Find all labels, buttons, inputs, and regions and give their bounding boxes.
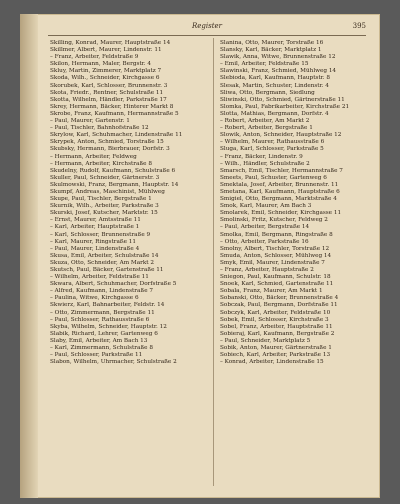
- register-entry: – Paul, Maurer, Lindenstraße 4: [50, 245, 140, 252]
- register-entry: – Hermann, Arbeiter, Feldweg: [50, 153, 137, 160]
- register-entry: Skurnik, Wilh., Arbeiter, Parkstraße 3: [50, 203, 159, 210]
- register-entry: Skwara, Albert, Schuhmacher, Dorfstraße 5: [50, 281, 177, 288]
- register-entry: Skrypek, Anton, Schmied, Torstraße 15: [50, 139, 164, 146]
- register-entry: Sobieraj, Karl, Kaufmann, Bergstraße 2: [220, 330, 335, 337]
- register-entry: – Robert, Arbeiter, Am Markt 2: [220, 118, 310, 125]
- book-page: [20, 14, 380, 498]
- register-entry: Smigiel, Otto, Bergmann, Marktstraße 4: [220, 196, 337, 203]
- register-entry: – Paul, Maurer, Gartenstr. 1: [50, 118, 130, 125]
- register-entry: Skutsch, Paul, Bäcker, Gartenstraße 11: [50, 267, 164, 273]
- register-entry: Slotta, Mathias, Bergmann, Dorfstr. 4: [220, 110, 329, 117]
- register-entry: – Konrad, Arbeiter, Lindenstraße 15: [220, 359, 324, 366]
- register-entry: Skotta, Wilhelm, Händler, Parkstraße 17: [50, 96, 167, 103]
- register-entry: – Alfred, Kaufmann, Lindenstraße 7: [50, 288, 153, 295]
- register-entry: Skyba, Wilhelm, Schneider, Hauptstr. 12: [50, 323, 167, 330]
- register-entry: Slabik, Richard, Lehrer, Gartenweg 6: [50, 330, 158, 337]
- register-entry: Smolinski, Fritz, Kutscher, Feldweg 2: [220, 217, 328, 224]
- register-entry: – Karl, Schlosser, Brunnenstraße 9: [50, 231, 151, 238]
- register-entry: – Paul, Schlosser, Parkstraße 11: [50, 352, 143, 359]
- register-entry: Slansky, Karl, Bäcker, Marktplatz 1: [220, 47, 322, 54]
- register-entry: Sliwa, Otto, Bergmann, Siedlung: [220, 89, 315, 96]
- register-entry: Sliwinski, Otto, Schmied, Gärtnerstraße 11: [220, 96, 345, 103]
- register-entry: – Karl, Arbeiter, Hauptstraße 1: [50, 224, 140, 231]
- register-entry: Skrobe, Franz, Kaufmann, Hermannstraße 5: [50, 110, 179, 117]
- register-entry: – Otto, Zimmermann, Bergstraße 11: [50, 309, 155, 316]
- register-entry: Skilon, Hermann, Maler, Bergstr. 4: [50, 61, 151, 68]
- register-entry: Skusa, Emil, Arbeiter, Schulstraße 14: [50, 252, 159, 259]
- register-entry: Skrey, Hermann, Bäcker, Hinterer Markt 8: [50, 103, 174, 110]
- register-entry: Smarsch, Emil, Tischler, Hermannstraße 7: [220, 167, 343, 174]
- register-entry: Sobala, Franz, Maurer, Am Markt 1: [220, 288, 323, 295]
- register-entry: Skurski, Josef, Kutscher, Marktstr. 15: [50, 210, 158, 217]
- register-entry: – Paul, Arbeiter, Bergstraße 14: [220, 224, 310, 231]
- register-entry: – Hermann, Arbeiter, Kirchstraße 8: [50, 160, 152, 167]
- left-column: [50, 40, 206, 366]
- register-entry: – Emil, Arbeiter, Feldstraße 15: [220, 61, 309, 68]
- register-entry: Skudelny, Rudolf, Kaufmann, Schulstraße 6: [50, 167, 176, 174]
- right-column: [220, 40, 376, 366]
- register-entry: Sobiech, Karl, Arbeiter, Parkstraße 13: [220, 352, 331, 359]
- register-entry: – Paulina, Witwe, Kirchgasse 6: [50, 295, 139, 302]
- register-entry: Skubsky, Hermann, Bierbrauer, Dorfstr. 3: [50, 146, 170, 153]
- register-entry: Smolarek, Emil, Schneider, Kirchgasse 11: [220, 210, 342, 217]
- register-entry: Sobik, Anton, Maurer, Gärtnerstraße 1: [220, 345, 332, 352]
- register-entry: – Otto, Arbeiter, Parkstraße 16: [220, 238, 309, 245]
- register-entry: Skulmowski, Franz, Bergmann, Hauptstr. 14: [50, 181, 179, 188]
- register-entry: – Paul, Schlosser, Rathausstraße 6: [50, 316, 150, 323]
- register-entry: Skluy, Martin, Zimmerer, Marktplatz 7: [50, 68, 162, 75]
- register-entry: Slanina, Otto, Maurer, Torstraße 16: [220, 40, 324, 46]
- register-entry: Smektala, Josef, Arbeiter, Brunnenstr. 11: [220, 181, 339, 188]
- register-entry: – Franz, Arbeiter, Feldstraße 9: [50, 54, 139, 61]
- register-entry: Smyk, Emil, Maurer, Lindenstraße 7: [220, 259, 325, 266]
- register-entry: Smetana, Karl, Kaufmann, Hauptstraße 6: [220, 188, 340, 195]
- register-entry: – Robert, Arbeiter, Bergstraße 1: [220, 125, 313, 132]
- register-entry: Smuda, Anton, Schlosser, Mühlweg 14: [220, 252, 332, 259]
- register-entry: Skrylow, Karl, Schuhmacher, Lindenstraße 11: [50, 132, 183, 139]
- register-entry: Skupe, Paul, Tischler, Bergstraße 1: [50, 196, 152, 203]
- register-entry: Sobczak, Paul, Bergmann, Dorfstraße 11: [220, 302, 338, 309]
- register-entry: Slomka, Paul, Fabrikarbeiter, Kirchstraße 21: [220, 103, 350, 110]
- register-entry: Smeets, Paul, Schuster, Gartenweg 6: [220, 174, 327, 181]
- register-entry: – Wilh., Händler, Schulstraße 2: [220, 160, 310, 167]
- register-entry: Sobel, Franz, Arbeiter, Hauptstraße 11: [220, 323, 333, 330]
- register-entry: Slesak, Martin, Schuster, Lindenstr. 4: [220, 82, 329, 89]
- register-entry: Sniegon, Paul, Kaufmann, Schulstr. 18: [220, 274, 331, 281]
- register-entry: Sobanski, Otto, Bäcker, Brunnenstraße 4: [220, 295, 339, 302]
- register-entry: Slawinski, Franz, Schmied, Mühlweg 14: [220, 68, 337, 75]
- register-entry: Skumpf, Andreas, Maschinist, Mühlweg: [50, 188, 165, 195]
- register-entry: Skuza, Otto, Schneider, Am Markt 2: [50, 259, 154, 266]
- register-entry: Smok, Karl, Maurer, Am Bach 3: [220, 203, 312, 210]
- register-entry: Slaby, Emil, Arbeiter, Am Bach 13: [50, 337, 148, 344]
- register-entry: Sobczyk, Karl, Arbeiter, Feldstraße 10: [220, 309, 331, 316]
- register-entry: Sluga, Karl, Schlosser, Parkstraße 5: [220, 146, 324, 153]
- register-entry: – Franz, Bäcker, Lindenstr. 9: [220, 153, 303, 160]
- register-entry: – Karl, Maurer, Ringstraße 11: [50, 238, 137, 245]
- running-head: Register: [191, 22, 223, 30]
- register-entry: – Wilhelm, Maurer, Rathausstraße 6: [220, 139, 325, 146]
- register-entry: – Wilhelm, Arbeiter, Feldstraße 11: [50, 274, 149, 281]
- register-entry: Smolka, Emil, Bergmann, Ringstraße 8: [220, 231, 333, 238]
- register-entry: Sobek, Emil, Schlosser, Kirchstraße 3: [220, 316, 329, 323]
- binding-edge: [20, 14, 38, 498]
- register-entry: Smolny, Albert, Tischler, Torstraße 12: [220, 245, 330, 252]
- register-entry: Skwierz, Karl, Bahnarbeiter, Feldstr. 14: [50, 302, 165, 309]
- page-header: [48, 22, 366, 34]
- register-entry: Skuller, Paul, Schneider, Gärtnerstr. 3: [50, 174, 160, 181]
- register-entry: Slowik, Anton, Schneider, Hauptstraße 12: [220, 132, 342, 139]
- register-entry: – Franz, Arbeiter, Hauptstraße 2: [220, 267, 314, 273]
- register-entry: – Paul, Schneider, Marktplatz 5: [220, 337, 311, 344]
- register-entry: Snoek, Karl, Schmied, Gartenstraße 11: [220, 281, 334, 288]
- register-entry: Slebioda, Karl, Kaufmann, Hauptstr. 8: [220, 75, 331, 82]
- page-number: 395: [352, 22, 366, 30]
- register-entry: Skillmer, Albert, Maurer, Lindenstr. 11: [50, 47, 162, 54]
- register-entry: Skorubek, Karl, Schlosser, Brunnenstr. 3: [50, 82, 168, 89]
- register-entry: – Paul, Tischler, Bahnhofstraße 12: [50, 125, 149, 132]
- register-entry: – Karl, Zimmermann, Schulstraße 8: [50, 345, 153, 352]
- register-entry: Slawik, Anna, Witwe, Brunnenstraße 12: [220, 54, 336, 61]
- header-rule: [48, 35, 366, 36]
- register-entry: Slabon, Wilhelm, Uhrmacher, Schulstraße 2: [50, 359, 177, 366]
- register-entry: – Ernst, Maurer, Amtsstraße 11: [50, 217, 141, 224]
- register-entry: Skota, Friedr., Rentner, Schulstraße 11: [50, 89, 164, 96]
- register-entry: Skilling, Konrad, Maurer, Hauptstraße 14: [50, 40, 171, 46]
- register-entry: Skoda, Wilh., Schneider, Kirchgasse 6: [50, 75, 160, 82]
- column-divider: [213, 38, 214, 486]
